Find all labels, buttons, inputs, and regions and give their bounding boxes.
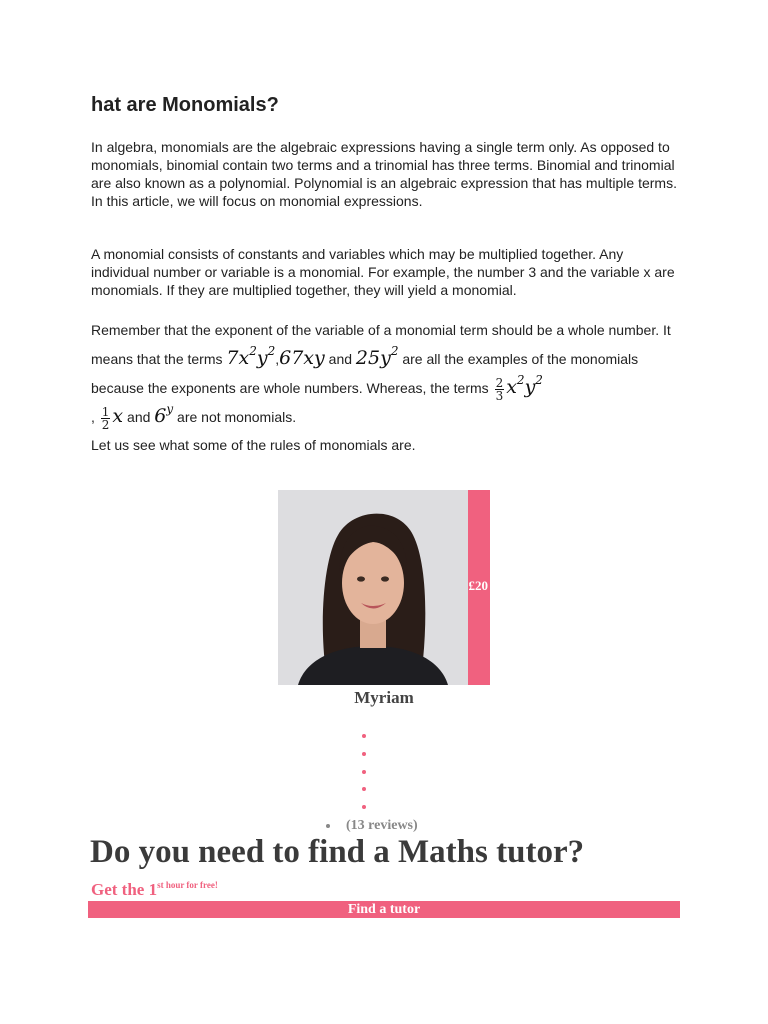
tutor-name[interactable]: Myriam bbox=[354, 688, 414, 707]
article-heading: hat are Monomials? bbox=[91, 94, 279, 116]
cta-subtitle bbox=[91, 880, 218, 900]
tutor-photo bbox=[278, 490, 468, 685]
math-term-7x2y2: $7x^2y^2$ bbox=[226, 344, 276, 369]
math-term-x2y2: $x^2y^2$ bbox=[506, 373, 543, 398]
paragraph-constants-variables: A monomial consists of constants and variables which may be multiplied together. Any individual number or variable is a monomial. For example, the number 3 and the variable x are monomials. If they are multiplied together, they will yield a monomial. bbox=[91, 246, 675, 298]
fraction-denominator: 3 bbox=[495, 388, 504, 403]
cta-title: Do you need to find a Maths tutor? bbox=[90, 834, 585, 870]
fraction-denominator: 2 bbox=[101, 417, 110, 432]
math-term-6y: 6$^y$ bbox=[154, 402, 174, 427]
reviews-text: (13 reviews) bbox=[346, 818, 418, 833]
star-icon bbox=[362, 752, 366, 756]
math-term-x: x bbox=[112, 405, 124, 427]
exponent-text-e: and bbox=[123, 409, 155, 425]
exponent-text-d: , bbox=[91, 409, 99, 425]
price-strip bbox=[468, 490, 490, 685]
star-icon bbox=[362, 770, 366, 774]
cta-subtitle-small: st hour for free! bbox=[157, 880, 218, 890]
tutor-portrait-illustration bbox=[278, 490, 468, 685]
price-label: £20 bbox=[468, 578, 488, 593]
exponent-text-b: and bbox=[324, 351, 356, 367]
star-icon bbox=[362, 787, 366, 791]
find-tutor-button[interactable]: Find a tutor bbox=[88, 901, 680, 918]
fraction-numerator: 1 bbox=[101, 404, 110, 419]
exponent-text-f: are not monomials. bbox=[173, 409, 297, 425]
cta-subtitle-main: Get the 1 bbox=[91, 880, 158, 899]
tutor-card[interactable] bbox=[278, 490, 490, 685]
math-term-25y2: $25y^2$ bbox=[355, 344, 399, 369]
math-term-67xy: 67xy bbox=[279, 347, 325, 369]
paragraph-definition: In algebra, monomials are the algebraic expressions having a single term only. As opposed to monomials, binomial contain two terms and a trinomial has three terms. Binomial and trinomial are also known as a polynomial. Polynomial is an algebraic expression that has multiple terms. In this article, we will focus on monomial expressions. bbox=[91, 139, 677, 209]
math-fraction-two-thirds bbox=[495, 377, 505, 402]
reviews-count bbox=[326, 818, 418, 834]
paragraph-rules-intro: Let us see what some of the rules of monomials are. bbox=[91, 437, 416, 453]
star-icon bbox=[362, 805, 366, 809]
math-fraction-one-half bbox=[101, 406, 111, 431]
paragraph-exponent-rule bbox=[91, 316, 681, 431]
star-icon bbox=[362, 734, 366, 738]
math-separator: , bbox=[275, 351, 280, 367]
fraction-numerator: 2 bbox=[495, 375, 504, 390]
bullet-icon bbox=[326, 824, 330, 828]
exponent-text-a: Remember that the exponent of the variable of a monomial term should be a whole number. It means that the terms bbox=[91, 322, 671, 367]
exponent-text-c: are all the examples of the monomials because the exponents are whole numbers. Whereas, the terms bbox=[91, 351, 639, 396]
